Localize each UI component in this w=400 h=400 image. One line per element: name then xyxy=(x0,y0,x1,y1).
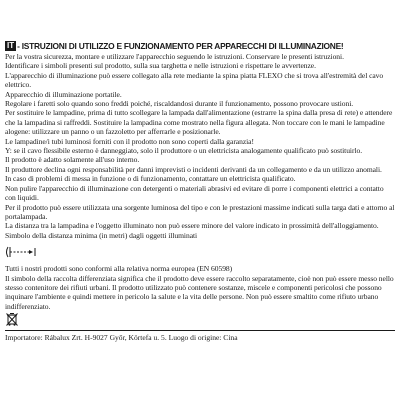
disposal-paragraph: Il simbolo della raccolta differenziata significa che il prodotto deve essere raccolto separatamente, cioè non può essere messo nello stesso contenitore dei rifiuti urbani. Il prodotto utilizzato può contenere sostanze, miscele e componenti pericolosi che possono inquinare l'ambiente e quindi mettere in pericolo la salute e la vita delle persone. Non può essere smaltito come rifiuto urbano indifferenziato. xyxy=(5,273,394,311)
instruction-paragraph: Per sostituire le lampadine, prima di tutto scollegare la lampada dall'alimentazione (estrarre la spina dalla presa di rete) e attendere che la lampadina si raffreddi. Sostituire la lampadina come mostrato nella figura allegata. Non toccare con le mani le lampadine alogene: utilizzare un panno o un fazzoletto per afferrarle e posizionarle. xyxy=(5,108,393,137)
instructions-block xyxy=(5,52,395,240)
instruction-paragraph: Per il prodotto può essere utilizzata una sorgente luminosa del tipo e con le prestazioni massime indicati sulla targa dati e attorno al portalampada. xyxy=(5,202,395,221)
instruction-paragraph: L'apparecchio di illuminazione può essere collegato alla rete mediante la spina piatta FLEXO che si trova all'estremità del cavo elettrico. xyxy=(5,70,384,90)
instruction-paragraph: Apparecchio di illuminazione portatile. xyxy=(5,89,122,99)
instruction-paragraph: Identificare i simboli presenti sul prodotto, sulla sua targhetta e nelle istruzioni e rispettare le avvertenze. xyxy=(5,61,316,71)
instruction-paragraph: Non pulire l'apparecchio di illuminazione con detergenti o materiali abrasivi ed evitare di porre i componenti elettrici a contatto con liquidi. xyxy=(5,183,384,203)
instruction-paragraph: Le lampadine/i tubi luminosi forniti con il prodotto non sono coperti dalla garanzia! xyxy=(5,136,254,146)
disposal-symbol-row xyxy=(5,311,395,327)
section-header xyxy=(5,40,395,52)
section-title: - ISTRUZIONI DI UTILIZZO E FUNZIONAMENTO PER APPARECCHI DI ILLUMINAZIONE! xyxy=(17,41,344,51)
minimum-distance-icon xyxy=(5,245,41,259)
conformity-block xyxy=(5,264,395,311)
conformity-paragraph: Tutti i nostri prodotti sono conformi alla relativa norma europea (EN 60598) xyxy=(5,264,233,274)
crossed-out-wheelie-bin-icon xyxy=(5,312,19,327)
instruction-page xyxy=(5,40,395,343)
instruction-paragraph: Y: se il cavo flessibile esterno è danneggiato, solo il produttore o un elettricista analogamente qualificato può sostituirlo. xyxy=(5,146,363,156)
instruction-paragraph: Il produttore declina ogni responsabilità per danni imprevisti o incidenti derivanti da un collegamento e da un utilizzo anomali. xyxy=(5,164,382,174)
instruction-paragraph: Per la vostra sicurezza, montare e utilizzare l'apparecchio seguendo le istruzioni. Conservare le presenti istruzioni. xyxy=(5,52,344,61)
language-badge: IT xyxy=(7,41,15,50)
distance-symbol-row xyxy=(5,240,395,264)
instruction-paragraph: Il prodotto è adatto solamente all'uso interno. xyxy=(5,155,140,165)
instruction-paragraph: In caso di problemi di messa in funzione o di funzionamento, contattare un elettricista qualificato. xyxy=(5,174,296,184)
instruction-paragraph: Simbolo della distanza minima (in metri) dagli oggetti illuminati xyxy=(5,230,198,240)
importer-section xyxy=(5,330,395,342)
importer-text: Importatore: Rábalux Zrt. H-9027 Győr, Körtefa u. 5. Luogo di origine: Cina xyxy=(5,333,238,343)
instruction-paragraph: La distanza tra la lampadina e l'oggetto illuminato non può essere minore del valore indicato in prossimità dell'alloggiamento. xyxy=(5,221,379,231)
instruction-paragraph: Regolare i faretti solo quando sono freddi poiché, riscaldandosi durante il funzionamento, possono provocare ustioni. xyxy=(5,99,354,109)
